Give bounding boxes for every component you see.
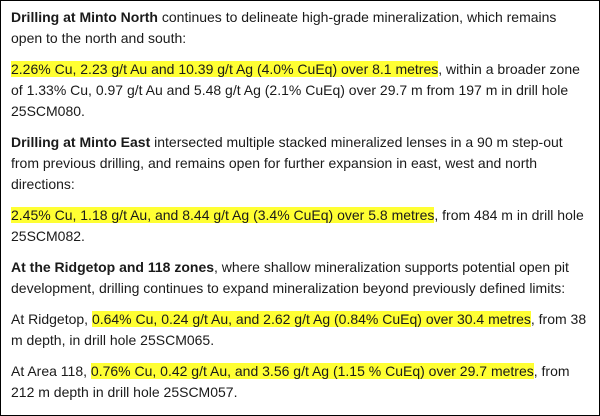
paragraph-text: , within a broader zone of 1.33% Cu, 0.97 g/t Au and 5.48 g/t Ag (2.1% CuEq) over 29.7 m from 197 m in drill hole 25SCM080. [11,61,580,119]
highlighted-result: 2.45% Cu, 1.18 g/t Au, and 8.44 g/t Ag (3.4% CuEq) over 5.8 metres [11,207,435,223]
highlighted-result: 0.76% Cu, 0.42 g/t Au, and 3.56 g/t Ag (1.15 % CuEq) over 29.7 metres [90,363,534,379]
paragraph-area-118-result [11,361,589,403]
paragraph-lead: At Ridgetop, [11,311,92,327]
paragraph-text: , where shallow mineralization supports potential open pit development, drilling continues to expand mineralization beyond previously defined limits: [11,259,569,296]
paragraph-lead: At Area 118, [11,363,91,379]
paragraph-minto-north-result [11,59,589,122]
paragraph-ridgetop-118 [11,257,589,299]
paragraph-text: , from 484 m in drill hole 25SCM082. [11,207,584,244]
heading-minto-north: Drilling at Minto North [11,9,158,25]
paragraph-text: , from 38 m depth, in drill hole 25SCM065. [11,311,587,348]
paragraph-text: continues to delineate high-grade mineralization, which remains open to the north and south: [11,9,557,46]
paragraph-text: intersected multiple stacked mineralized lenses in a 90 m step-out from previous drilling, and remains open for further expansion in east, west and north directions: [11,134,563,192]
highlighted-result: 0.64% Cu, 0.24 g/t Au, and 2.62 g/t Ag (0.84% CuEq) over 30.4 metres [91,311,531,327]
paragraph-ridgetop-result [11,309,589,351]
heading-ridgetop-118: At the Ridgetop and 118 zones [11,259,215,275]
heading-minto-east: Drilling at Minto East [11,134,151,150]
paragraph-text: , from 212 m depth in drill hole 25SCM057. [11,363,570,400]
paragraph-minto-east [11,132,589,195]
paragraph-minto-north [11,7,589,49]
highlighted-result: 2.26% Cu, 2.23 g/t Au and 10.39 g/t Ag (4.0% CuEq) over 8.1 metres [11,61,439,77]
paragraph-minto-east-result [11,205,589,247]
